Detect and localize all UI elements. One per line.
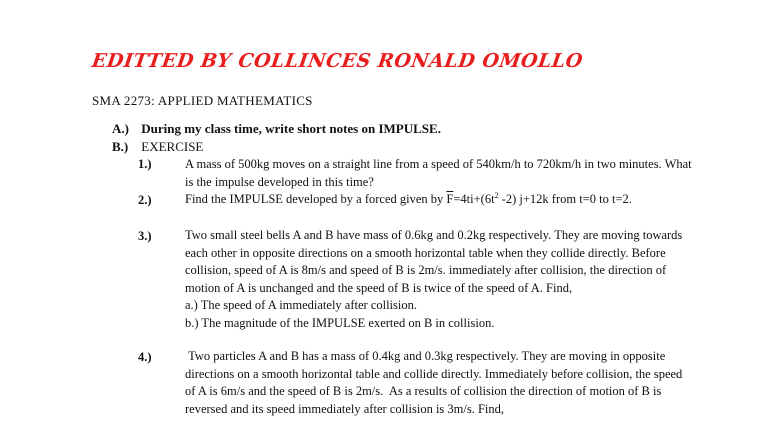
section-b [112, 139, 203, 155]
section-a [112, 121, 441, 137]
editor-banner: EDITTED BY COLLINCES RONALD OMOLLO [90, 50, 585, 72]
question-1-number: 1.) [138, 157, 152, 171]
question-3-text: Two small steel bells A and B have mass of 0.6kg and 0.2kg respectively. They are moving towards each other in opposite directions on a smooth horizontal table when they collide directly. Before collision, speed of A is 8m/s and speed of B is 2m/s. immediately after collision, the direction of motion of A is unchanged and the speed of B is twice of the speed of A. Find, [185, 228, 683, 295]
question-2-text [185, 191, 693, 209]
question-2-number: 2.) [138, 193, 152, 207]
question-2-tail: from t=0 to t=2. [548, 192, 632, 206]
question-4-text: Two particles A and B has a mass of 0.4kg and 0.3kg respectively. They are moving in opposite directions on a smooth horizontal table and collide directly. Immediately before collision, the speed of A is 6m/s and the speed of B is 2m/s. As a results of collision the direction of motion of B is reversed and its speed immediately after collision is 3m/s. Find, [185, 349, 686, 416]
question-4-number: 4.) [138, 350, 152, 364]
section-b-text: EXERCISE [141, 139, 204, 154]
question-3-number: 3.) [138, 229, 152, 243]
question-2-lead: Find the IMPULSE developed by a forced given by [185, 192, 447, 206]
question-3-part-a: a.) The speed of A immediately after collision. [185, 298, 417, 312]
force-equation-tail: -2) j+12k [498, 192, 549, 206]
exponent: 2 [494, 190, 499, 200]
section-a-label: A.) [112, 121, 129, 136]
force-vector: $\overline{F}$ [446, 192, 454, 206]
question-1-text: A mass of 500kg moves on a straight line from a speed of 540km/h to 720km/h in two minutes. What is the impulse developed in this time? [185, 157, 692, 189]
section-b-label: B.) [112, 139, 129, 154]
force-equation: =4ti+(6t [453, 192, 495, 206]
course-title: SMA 2273: APPLIED MATHEMATICS [92, 93, 313, 108]
question-3-block [185, 227, 693, 332]
section-a-text: During my class time, write short notes on IMPULSE. [141, 121, 441, 136]
question-3-part-b: b.) The magnitude of the IMPULSE exerted on B in collision. [185, 315, 495, 330]
